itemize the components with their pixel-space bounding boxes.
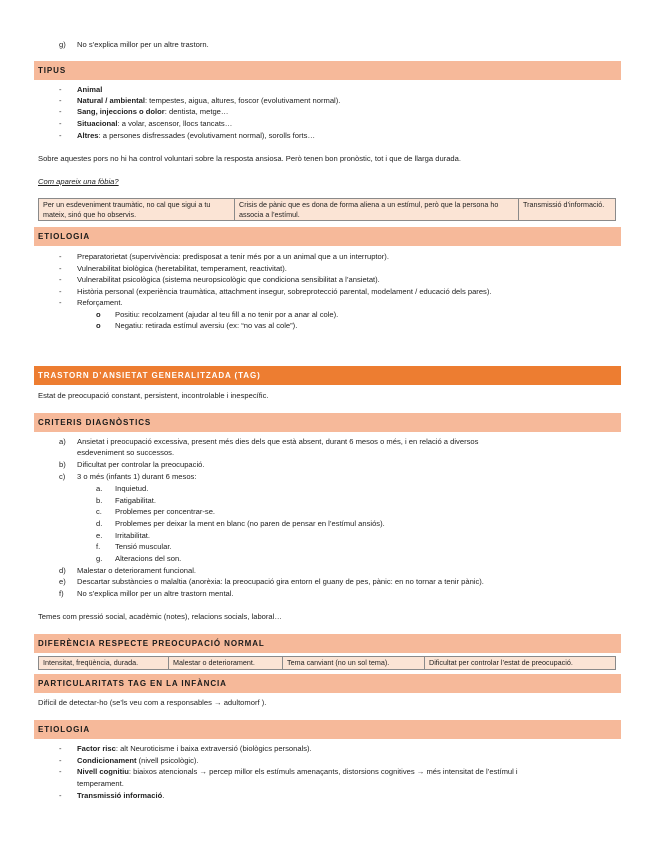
bullet-dash: - [59,131,62,140]
bullet-dash: - [59,791,62,800]
causes-table [38,198,616,221]
sub-list-marker: a. [96,484,103,493]
list-marker: b) [59,460,66,469]
list-item: No s’explica millor per un altre trastorn. [77,40,209,49]
sub-list-item: Problemes per deixar la ment en blanc (no paren de pensar en l’estímul ansiós). [115,519,385,528]
table-cell: Transmissió d’informació. [519,199,616,221]
sub-list-item: Tensió muscular. [115,542,172,551]
sub-bullet-icon: o [96,321,101,330]
sub-list-item: Positiu: recolzament (ajudar al teu fill a no tenir por a anar al cole). [115,310,339,319]
section-heading-etiologia-tag: ETIOLOGIA [34,720,621,739]
sub-list-item: Problemes per concentrar-se. [115,507,216,516]
list-item: Natural / ambiental: tempestes, aigua, altures, foscor (evolutivament normal). [77,96,341,105]
list-marker: g) [59,40,66,49]
sub-list-item: Fatigabilitat. [115,496,156,505]
list-item: Història personal (experiència traumàtica, attachment insegur, sobreprotecció parental, modelament / educació dels pares). [77,287,492,296]
paragraph: Difícil de detectar-ho (se’ls veu com a responsables → adultomorf ). [38,698,267,707]
list-marker: e) [59,577,66,586]
bullet-dash: - [59,287,62,296]
list-item: No s’explica millor per un altre trastorn mental. [77,589,234,598]
bullet-dash: - [59,252,62,261]
table-cell: Crisis de pànic que es dona de forma aliena a un estímul, però que la persona ho associa a l’estímul. [235,199,519,221]
list-item: Altres: a persones disfressades (evolutivament normal), sorolls forts… [77,131,316,140]
paragraph: Sobre aquestes pors no hi ha control voluntari sobre la resposta ansiosa. Però tenen bon pronòstic, tot i que de llarga durada. [38,154,461,163]
list-marker: f) [59,589,64,598]
section-heading-tipus: TIPUS [34,61,621,80]
bullet-dash: - [59,264,62,273]
table-row [39,657,616,670]
section-heading-criteris: CRITERIS DIAGNÒSTICS [34,413,621,432]
differences-table [38,656,616,670]
list-item: Ansietat i preocupació excessiva, present més dies dels que està absent, durant 6 mesos o més, i en relació a diversos [77,437,479,446]
table-cell: Dificultat per controlar l’estat de preocupació. [425,657,616,670]
sub-list-item: Irritabilitat. [115,531,151,540]
bullet-dash: - [59,744,62,753]
list-item: 3 o més (infants 1) durant 6 mesos: [77,472,197,481]
list-item: Factor risc: alt Neuroticisme i baixa extraversió (biològics personals). [77,744,312,753]
section-heading-infancia: PARTICULARITATS TAG EN LA INFÀNCIA [34,674,621,693]
sub-list-marker: f. [96,542,101,551]
sub-list-marker: e. [96,531,103,540]
bullet-dash: - [59,85,62,94]
list-item: Condicionament (nivell psicològic). [77,756,199,765]
section-heading-diferencia: DIFERÈNCIA RESPECTE PREOCUPACIÓ NORMAL [34,634,621,653]
list-marker: a) [59,437,66,446]
list-item: Malestar o deteriorament funcional. [77,566,197,575]
list-item: Vulnerabilitat biològica (heretabilitat, temperament, reactivitat). [77,264,287,273]
list-item-continuation: esdeveniment so successos. [77,448,175,457]
list-item-continuation: temperament. [77,779,124,788]
section-heading-etiologia: ETIOLOGIA [34,227,621,246]
list-item: Preparatorietat (supervivència: predisposat a tenir més por a un animal que a un interruptor). [77,252,389,261]
bullet-dash: - [59,107,62,116]
list-item: Vulnerabilitat psicològica (sistema neuropsicològic que condiciona sensibilitat a l’ansietat). [77,275,380,284]
list-item: Reforçament. [77,298,123,307]
table-row [39,199,616,221]
bullet-dash: - [59,767,62,776]
chapter-heading-tag: TRASTORN D’ANSIETAT GENERALITZADA (TAG) [34,366,621,385]
bullet-dash: - [59,275,62,284]
list-item: Descartar substàncies o malaltia (anorèxia: la preocupació gira entorn el guany de pes, pànic: en no tornar a tenir pànic). [77,577,484,586]
table-cell: Intensitat, freqüència, durada. [39,657,169,670]
sub-list-item: Alteracions del son. [115,554,182,563]
table-cell: Malestar o deteriorament. [169,657,283,670]
list-item: Transmissió informació. [77,791,165,800]
table-cell: Tema canviant (no un sol tema). [283,657,425,670]
list-marker: d) [59,566,66,575]
list-item: Dificultat per controlar la preocupació. [77,460,205,469]
paragraph: Estat de preocupació constant, persistent, incontrolable i inespecífic. [38,391,269,400]
subheading-question: Com apareix una fòbia? [38,177,119,186]
list-item: Sang, injeccions o dolor: dentista, metge… [77,107,229,116]
sub-list-marker: c. [96,507,102,516]
list-marker: c) [59,472,66,481]
bullet-dash: - [59,96,62,105]
bullet-dash: - [59,119,62,128]
paragraph: Temes com pressió social, acadèmic (notes), relacions socials, laboral… [38,612,282,621]
sub-list-marker: b. [96,496,103,505]
bullet-dash: - [59,756,62,765]
list-item: Nivell cognitiu: biaixos atencionals → percep millor els estímuls amenaçants, distorsions cognitives → més intensitat de l’estímul i [77,767,518,776]
sub-list-marker: d. [96,519,103,528]
sub-list-item: Negatiu: retirada estímul aversiu (ex: “no vas al cole”). [115,321,298,330]
sub-list-marker: g. [96,554,103,563]
list-item: Animal [77,85,103,94]
table-cell: Per un esdeveniment traumàtic, no cal que sigui a tu mateix, sinó que ho observis. [39,199,235,221]
list-item: Situacional: a volar, ascensor, llocs tancats… [77,119,233,128]
bullet-dash: - [59,298,62,307]
sub-list-item: Inquietud. [115,484,149,493]
sub-bullet-icon: o [96,310,101,319]
